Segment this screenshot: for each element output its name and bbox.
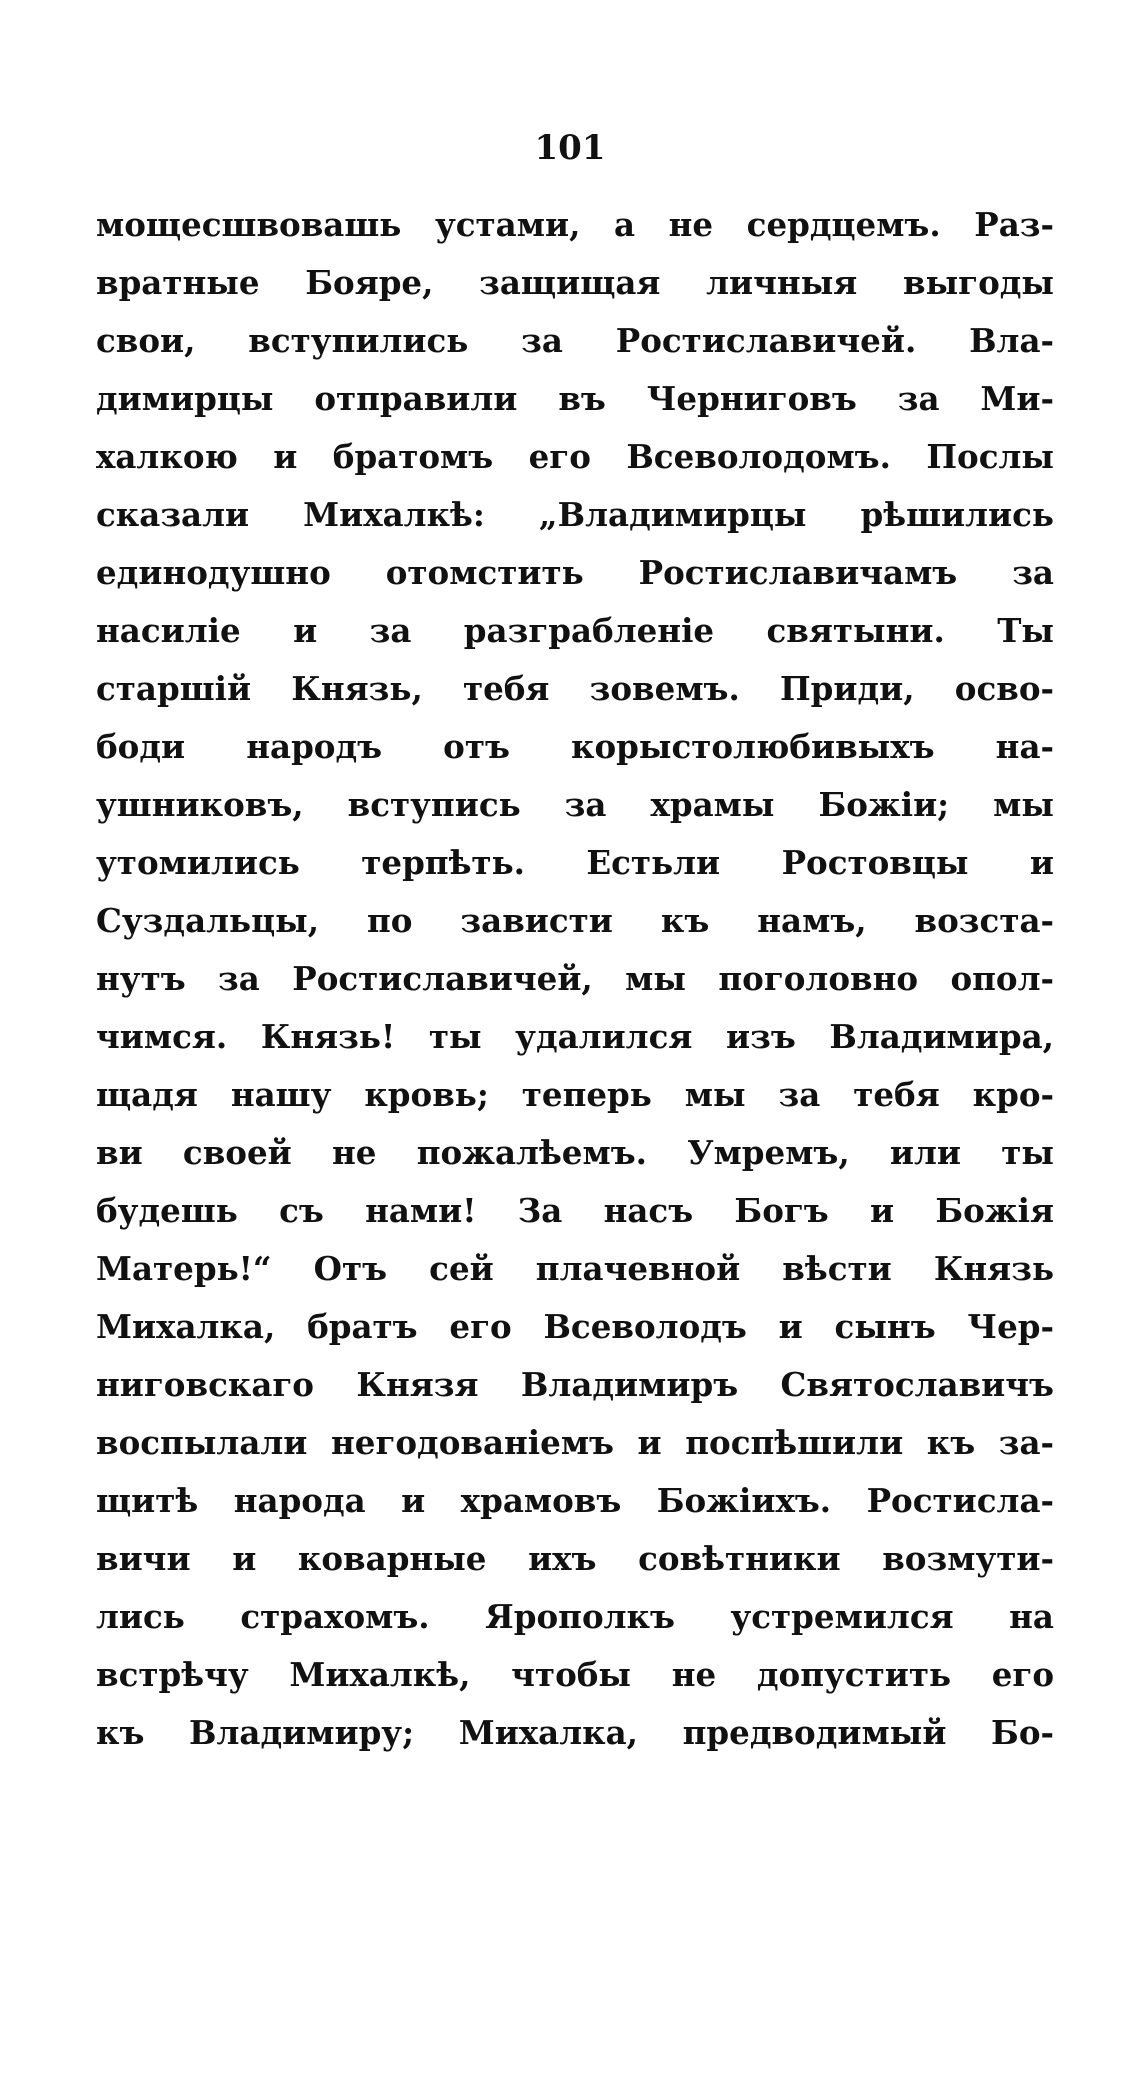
text-line: ушниковъ, вступись за храмы Божіи; мы xyxy=(96,785,1054,824)
text-line: вратные Бояре, защищая личныя выгоды xyxy=(96,263,1054,302)
text-line: встрѣчу Михалкѣ, чтобы не допустить его xyxy=(96,1655,1054,1694)
text-line: чимся. Князь! ты удалился изъ Владимира, xyxy=(96,1017,1054,1056)
page-number: 101 xyxy=(534,128,606,168)
text-line: халкою и братомъ его Всеволодомъ. Послы xyxy=(96,437,1054,476)
text-line: будешь съ нами! За насъ Богъ и Божія xyxy=(96,1191,1054,1230)
body-text xyxy=(96,196,1054,1762)
text-line: единодушно отомстить Ростиславичамъ за xyxy=(96,553,1054,592)
text-line: свои, вступились за Ростиславичей. Вла- xyxy=(96,321,1054,360)
text-line: сказали Михалкѣ: „Владимирцы рѣшились xyxy=(96,495,1054,534)
text-line: щадя нашу кровь; теперь мы за тебя кро- xyxy=(96,1075,1054,1114)
text-line: димирцы отправили въ Черниговъ за Ми- xyxy=(96,379,1054,418)
text-line: ниговскаго Князя Владимиръ Святославичъ xyxy=(96,1365,1054,1404)
text-line: мощесшвовашь устами, а не сердцемъ. Раз- xyxy=(96,205,1054,244)
text-line: Матерь!“ Отъ сей плачевной вѣсти Князь xyxy=(96,1249,1054,1288)
text-line: ви своей не пожалѣемъ. Умремъ, или ты xyxy=(96,1133,1054,1172)
text-line: Суздальцы, по зависти къ намъ, возста- xyxy=(96,901,1054,940)
text-line: нутъ за Ростиславичей, мы поголовно опол- xyxy=(96,959,1054,998)
text-line: вичи и коварные ихъ совѣтники возмути- xyxy=(96,1539,1054,1578)
text-line: Михалка, братъ его Всеволодъ и сынъ Чер- xyxy=(96,1307,1054,1346)
text-line: утомились терпѣть. Естьли Ростовцы и xyxy=(96,843,1054,882)
text-line: лись страхомъ. Ярополкъ устремился на xyxy=(96,1597,1054,1636)
text-line: насиліе и за разграбленіе святыни. Ты xyxy=(96,611,1054,650)
text-line: воспылали негодованіемъ и поспѣшили къ за- xyxy=(96,1423,1054,1462)
text-line: къ Владимиру; Михалка, предводимый Бо- xyxy=(96,1713,1054,1752)
text-line: щитѣ народа и храмовъ Божіихъ. Ростисла- xyxy=(96,1481,1054,1520)
text-line: старшій Князь, тебя зовемъ. Приди, осво- xyxy=(96,669,1054,708)
text-line: боди народъ отъ корыстолюбивыхъ на- xyxy=(96,727,1054,766)
